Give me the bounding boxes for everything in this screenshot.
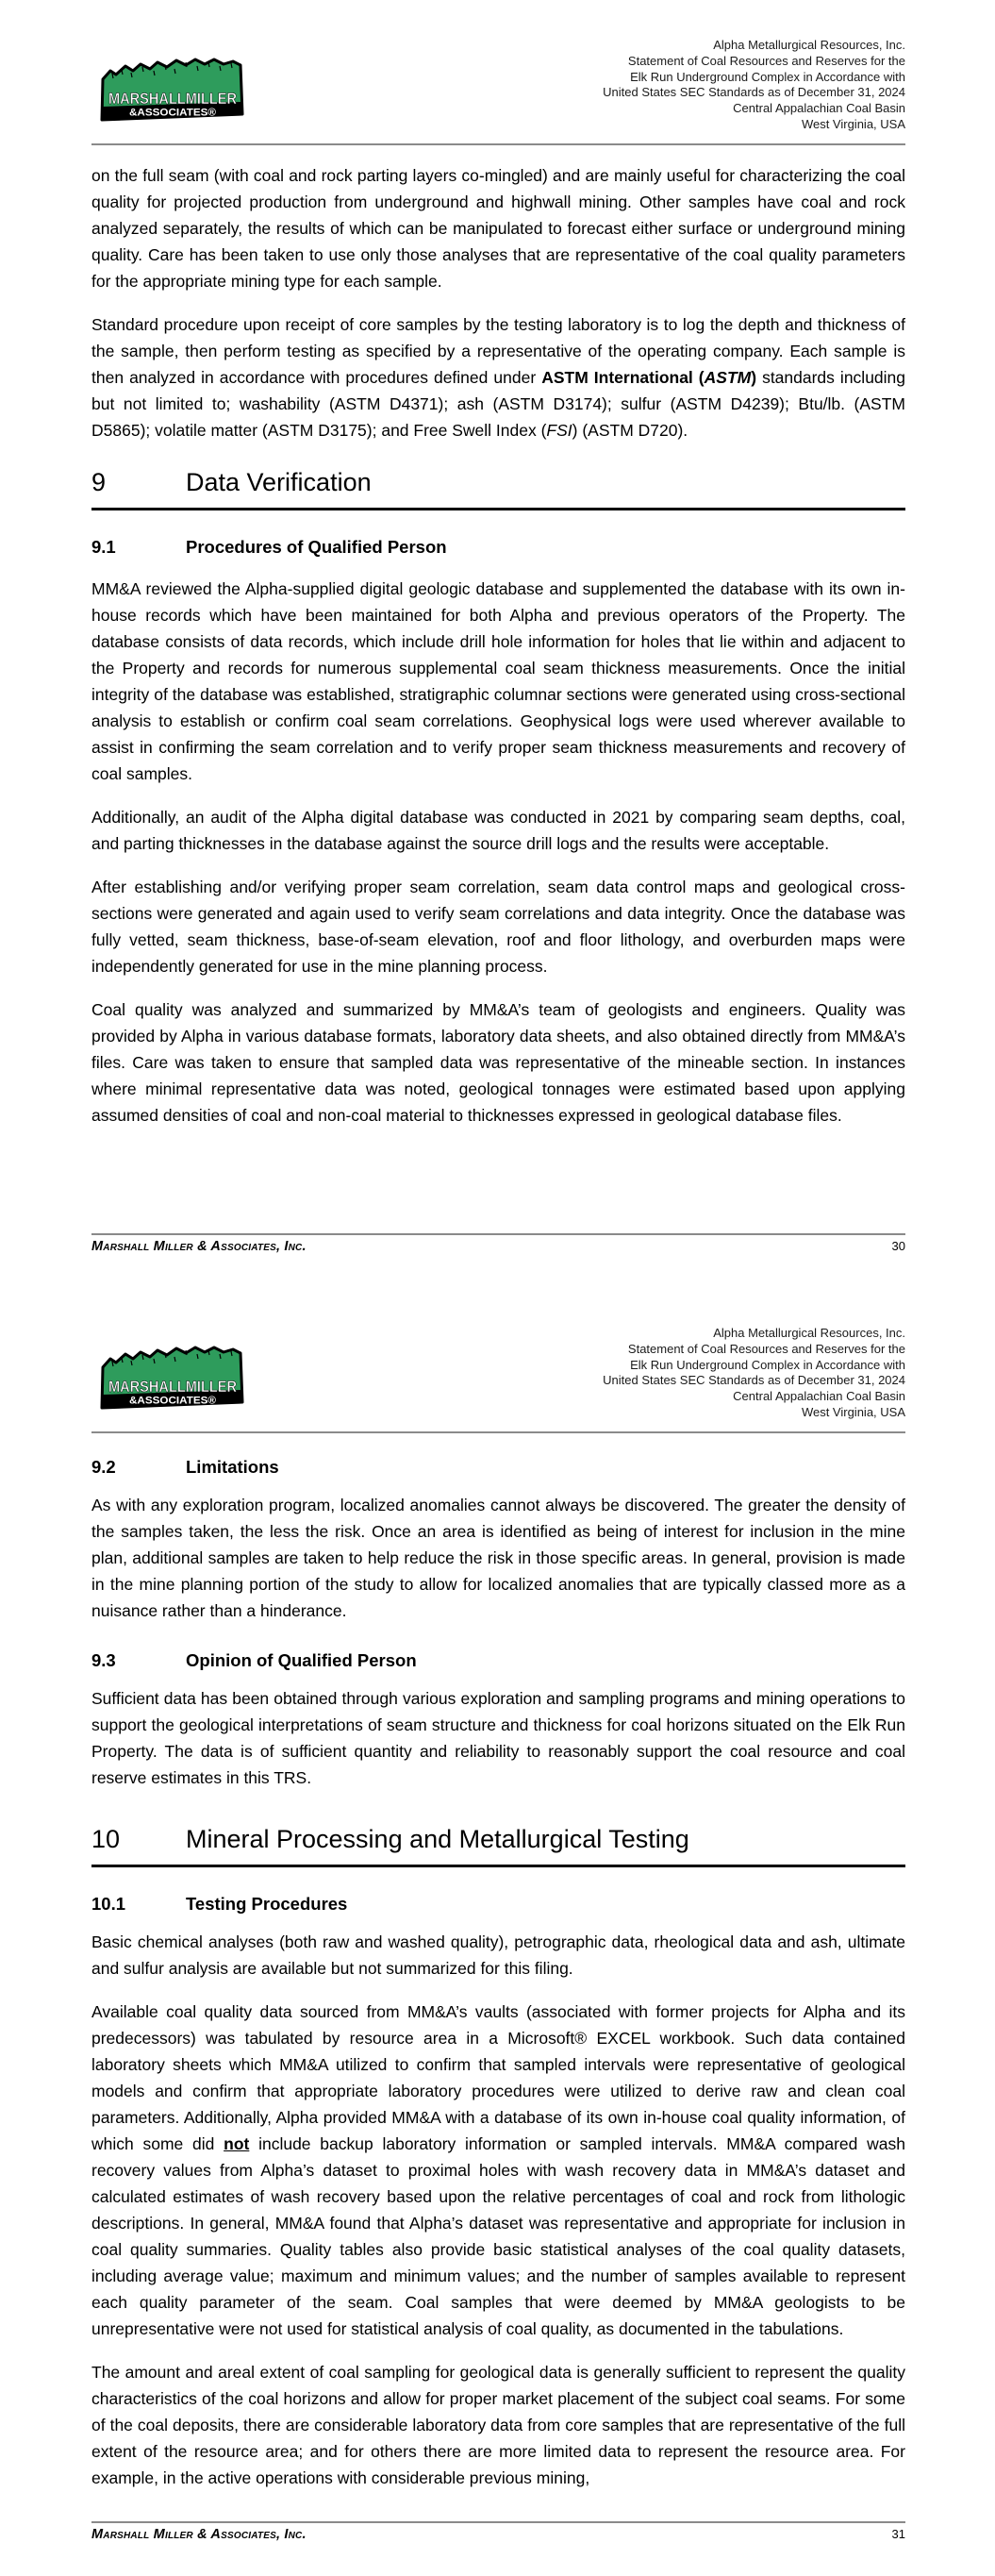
- document-page-31: [0, 1288, 995, 2576]
- paragraph: Coal quality was analyzed and summarized by MM&A’s team of geologists and engineers. Quality was provided by Alpha in various database formats, laboratory data sheets, and also obtained directly from MM&A’s files. Care was taken to ensure that sampled data was representative of the mineable section. In instances where minimal representative data was noted, geological tonnages were estimated based upon applying assumed densities of coal and non-coal material to thicknesses expressed in geological database files.: [91, 1000, 905, 1125]
- marshall-miller-logo-icon: [99, 57, 245, 125]
- paragraph: The amount and areal extent of coal sampling for geological data is generally sufficient to represent the quality characteristics of the coal horizons and allow for proper market placement of the subject coal seams. For some of the coal deposits, there are considerable laboratory data from core samples that are representative of the full extent of the resource area; and for others there are more limited data to represent the resource area. For example, in the active operations with considerable previous mining,: [91, 2363, 905, 2487]
- paragraph: [91, 1999, 905, 2342]
- header-line: Elk Run Underground Complex in Accordance with: [630, 69, 905, 84]
- logo-subtitle: &ASSOCIATES®: [129, 1395, 216, 1407]
- astm-bold-italic-text: ASTM: [704, 368, 752, 387]
- header-line: United States SEC Standards as of December 31, 2024: [603, 1373, 905, 1388]
- header-line: Central Appalachian Coal Basin: [733, 101, 905, 116]
- page-number: 31: [891, 2527, 905, 2541]
- page-header: [91, 38, 905, 133]
- page-body: [91, 1456, 905, 2491]
- section-title: Procedures of Qualified Person: [186, 537, 447, 557]
- logo-wordmark: MARSHALLMILLER: [108, 90, 237, 108]
- section-title: Opinion of Qualified Person: [186, 1650, 417, 1670]
- section-number: 9.1: [91, 537, 116, 557]
- paragraph: MM&A reviewed the Alpha-supplied digital geologic database and supplemented the database with its own in-house records which have been maintained for both Alpha and previous operators of the Property. The database consists of data records, which include drill hole information for holes that lie within and adjacent to the Property and records for numerous supplemental coal seam thickness measurements. Once the initial integrity of the database was established, stratigraphic columnar sections were generated using cross-sectional analysis to establish or confirm coal seam correlations. Geophysical logs were used wherever available to assist in confirming the seam correlation and to verify proper seam thickness measurements and recovery of coal samples.: [91, 579, 905, 783]
- paragraph-text: Standard procedure upon receipt of core samples by the testing laboratory is to log the depth and thickness of the sample, then perform testing as specified by a representative of the operating company. Each sample is then analyzed in accordance with procedures defined under: [91, 315, 905, 387]
- header-rule: [91, 143, 905, 145]
- logo-subtitle: &ASSOCIATES®: [129, 107, 216, 119]
- header-line: Statement of Coal Resources and Reserves for the: [627, 1341, 905, 1356]
- page-header: [91, 1326, 905, 1421]
- paragraph: As with any exploration program, localized anomalies cannot always be discovered. The greater the density of the samples taken, the less the risk. Once an area is identified as being of interest for inclusion in the mine plan, additional samples are taken to help reduce the risk in those specific areas. In general, provision is made in the mine planning portion of the study to allow for localized anomalies that are typically classed more as a nuisance rather than a hinderance.: [91, 1496, 905, 1620]
- header-line: West Virginia, USA: [801, 1404, 905, 1419]
- section-title: Testing Procedures: [186, 1894, 348, 1914]
- header-line: Alpha Metallurgical Resources, Inc.: [713, 38, 905, 52]
- paragraph: After establishing and/or verifying proper seam correlation, seam data control maps and geological cross-sections were generated and again used to verify seam correlations and data integrity. Once the database was fully vetted, seam thickness, base-of-seam elevation, roof and floor lithology, and overburden maps were independently generated for use in the mine planning process.: [91, 878, 905, 976]
- paragraph-text: include backup laboratory information or sampled intervals. MM&A compared wash recovery values from Alpha’s dataset to proximal holes with wash recovery data in MM&A’s dataset and calculated estimates of wash recovery based upon the relative percentages of coal and rock from lithologic descriptions. In general, MM&A found that Alpha’s dataset was representative and appropriate for inclusion in coal quality summaries. Quality tables also provide basic statistical analyses of the coal quality datasets, including average value; maximum and minimum values; and the number of samples available to represent each quality parameter of the seam. Coal samples that were deemed by MM&A geologists to be unrepresentative were not used for statistical analysis of coal quality, as documented in the tabulations.: [91, 2134, 905, 2338]
- logo-wordmark: MARSHALLMILLER: [108, 1378, 237, 1396]
- section-9-2-heading: [91, 1456, 905, 1479]
- paragraph: Basic chemical analyses (both raw and washed quality), petrographic data, rheological data and ash, ultimate and sulfur analysis are available but not summarized for this filing.: [91, 1932, 905, 1978]
- header-line: United States SEC Standards as of December 31, 2024: [603, 85, 905, 100]
- header-line: Elk Run Underground Complex in Accordance with: [630, 1357, 905, 1372]
- paragraph-text: standards including but not limited to; washability (ASTM D4371); ash (ASTM D3174); sulfur (ASTM D4239); Btu/lb. (ASTM D5865); volatile matter (ASTM D3175); and Free Swell Index (: [91, 368, 906, 440]
- section-number: 9.2: [91, 1457, 116, 1477]
- section-9-heading: [91, 466, 905, 498]
- header-line: West Virginia, USA: [801, 116, 905, 131]
- section-title: Data Verification: [186, 468, 372, 496]
- fsi-italic-text: FSI: [546, 421, 572, 440]
- footer-rule: [91, 2521, 905, 2523]
- paragraph-text: ) (ASTM D720).: [572, 421, 688, 440]
- footer-rule: [91, 1233, 905, 1235]
- header-line: Central Appalachian Coal Basin: [733, 1389, 905, 1404]
- header-rule: [91, 1431, 905, 1433]
- paragraph-text: Available coal quality data sourced from MM&A’s vaults (associated with former projects for Alpha and its predecessors) was tabulated by resource area in a Microsoft® EXCEL workbook. Such data contained laboratory sheets which MM&A utilized to confirm that sampled intervals were representative of geological models and confirm that appropriate laboratory procedures were utilized to derive raw and clean coal parameters. Additionally, Alpha provided MM&A with a database of its own in-house coal quality information, of which some did: [91, 2002, 905, 2153]
- page-footer: [91, 1233, 905, 1254]
- astm-bold-text: ASTM International (: [541, 368, 705, 387]
- section-title: Limitations: [186, 1457, 279, 1477]
- marshall-miller-logo-icon: [99, 1345, 245, 1413]
- paragraph: Sufficient data has been obtained through various exploration and sampling programs and mining operations to support the geological interpretations of seam structure and thickness for coal horizons situated on the Elk Run Property. The data is of sufficient quantity and reliability to reasonably support the coal resource and coal reserve estimates in this TRS.: [91, 1689, 905, 1787]
- section-9-3-heading: [91, 1649, 905, 1672]
- header-line: Alpha Metallurgical Resources, Inc.: [713, 1326, 905, 1340]
- footer-company-name: Marshall Miller & Associates, Inc.: [91, 1239, 307, 1254]
- section-9-1-heading: [91, 536, 905, 559]
- page-body: [91, 162, 905, 1129]
- section-heading-rule: [91, 1865, 905, 1867]
- section-10-1-heading: [91, 1893, 905, 1915]
- section-number: 9: [91, 468, 107, 496]
- footer-company-name: Marshall Miller & Associates, Inc.: [91, 2527, 307, 2542]
- astm-bold-text: ): [751, 368, 757, 387]
- page-number: 30: [891, 1239, 905, 1253]
- section-number: 10: [91, 1825, 121, 1853]
- section-heading-rule: [91, 508, 905, 510]
- paragraph: [91, 311, 905, 443]
- section-number: 9.3: [91, 1650, 116, 1670]
- section-10-heading: [91, 1823, 905, 1855]
- paragraph: on the full seam (with coal and rock parting layers co-mingled) and are mainly useful for characterizing the coal quality for projected production from underground and highwall mining. Other samples have coal and rock analyzed separately, the results of which can be manipulated to forecast either surface or underground mining quality. Care has been taken to use only those analyses that are representative of the coal quality parameters for the appropriate mining type for each sample.: [91, 166, 905, 291]
- paragraph: Additionally, an audit of the Alpha digital database was conducted in 2021 by comparing seam depths, coal, and parting thicknesses in the database against the source drill logs and the results were acceptable.: [91, 808, 905, 853]
- section-number: 10.1: [91, 1894, 126, 1914]
- section-title: Mineral Processing and Metallurgical Testing: [186, 1825, 689, 1853]
- page-footer: [91, 2521, 905, 2542]
- header-line: Statement of Coal Resources and Reserves for the: [627, 53, 905, 68]
- not-emphasis-text: not: [224, 2134, 250, 2153]
